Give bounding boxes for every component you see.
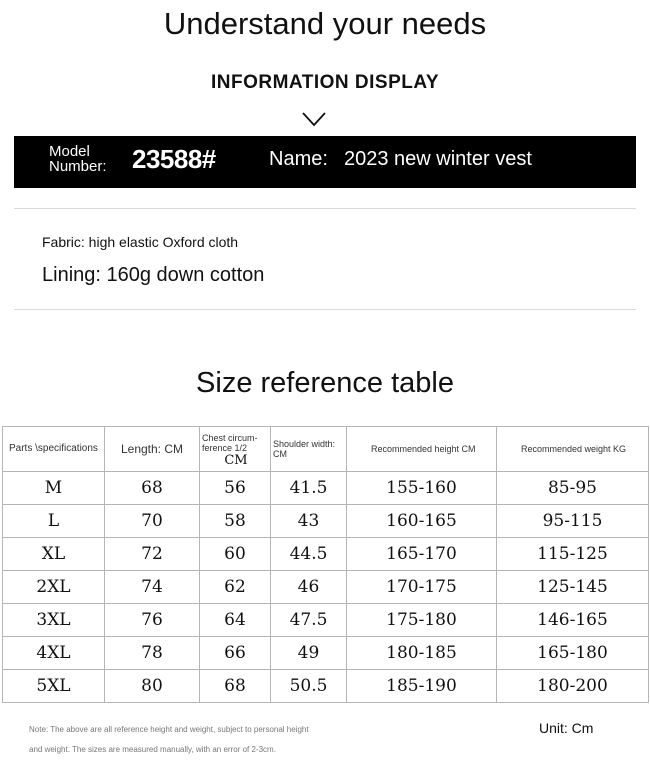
cell-size: 5XL	[3, 670, 105, 703]
cell-weight: 165-180	[497, 637, 649, 670]
header-shoulder: Shoulder width: CM	[271, 427, 347, 472]
cell-length: 72	[105, 538, 200, 571]
cell-height: 155-160	[347, 472, 497, 505]
footnote-line-2: and weight. The sizes are measured manually, with an error of 2-3cm.	[29, 745, 276, 754]
table-row	[3, 571, 649, 604]
cell-weight: 115-125	[497, 538, 649, 571]
cell-height: 165-170	[347, 538, 497, 571]
cell-height: 180-185	[347, 637, 497, 670]
cell-weight: 125-145	[497, 571, 649, 604]
cell-height: 170-175	[347, 571, 497, 604]
table-row	[3, 637, 649, 670]
table-row	[3, 604, 649, 637]
cell-shoulder: 49	[271, 637, 347, 670]
cell-shoulder: 43	[271, 505, 347, 538]
name-label: Name:	[269, 148, 328, 170]
divider	[14, 208, 636, 209]
cell-length: 76	[105, 604, 200, 637]
size-reference-table	[2, 426, 649, 703]
table-header-row	[3, 427, 649, 472]
model-label: Model Number:	[49, 143, 107, 175]
fabric-info: Fabric: high elastic Oxford cloth	[42, 234, 239, 250]
cell-chest: 58	[200, 505, 271, 538]
header-parts: Parts \specifications	[3, 427, 105, 472]
cell-size: L	[3, 505, 105, 538]
table-row	[3, 472, 649, 505]
cell-chest: 56	[200, 472, 271, 505]
cell-size: 2XL	[3, 571, 105, 604]
cell-height: 160-165	[347, 505, 497, 538]
cell-weight: 85-95	[497, 472, 649, 505]
cell-weight: 180-200	[497, 670, 649, 703]
header-chest: Chest circum- ference 1/2 CM	[200, 427, 271, 472]
cell-size: 3XL	[3, 604, 105, 637]
table-row	[3, 670, 649, 703]
cell-shoulder: 41.5	[271, 472, 347, 505]
header-height: Recommended height CM	[347, 427, 497, 472]
cell-size: XL	[3, 538, 105, 571]
cell-length: 80	[105, 670, 200, 703]
cell-shoulder: 44.5	[271, 538, 347, 571]
chevron-down-icon	[300, 109, 328, 129]
unit-label: Unit: Cm	[539, 720, 594, 736]
footnote-line-1: Note: The above are all reference height and weight, subject to personal height	[29, 725, 309, 734]
cell-shoulder: 50.5	[271, 670, 347, 703]
cell-length: 68	[105, 472, 200, 505]
table-row	[3, 505, 649, 538]
cell-length: 78	[105, 637, 200, 670]
cell-chest: 68	[200, 670, 271, 703]
table-row	[3, 538, 649, 571]
cell-length: 74	[105, 571, 200, 604]
cell-weight: 146-165	[497, 604, 649, 637]
cell-shoulder: 46	[271, 571, 347, 604]
header-weight: Recommended weight KG	[497, 427, 649, 472]
cell-chest: 60	[200, 538, 271, 571]
cell-weight: 95-115	[497, 505, 649, 538]
header-length: Length: CM	[105, 427, 200, 472]
product-info-bar	[14, 136, 636, 188]
section-subtitle: INFORMATION DISPLAY	[210, 72, 439, 93]
cell-length: 70	[105, 505, 200, 538]
lining-info: Lining: 160g down cotton	[42, 264, 265, 286]
cell-shoulder: 47.5	[271, 604, 347, 637]
size-table-title: Size reference table	[196, 367, 454, 399]
model-number: 23588#	[132, 144, 216, 174]
cell-chest: 64	[200, 604, 271, 637]
cell-size: M	[3, 472, 105, 505]
cell-size: 4XL	[3, 637, 105, 670]
cell-chest: 62	[200, 571, 271, 604]
cell-height: 185-190	[347, 670, 497, 703]
cell-height: 175-180	[347, 604, 497, 637]
cell-chest: 66	[200, 637, 271, 670]
page-title: Understand your needs	[163, 6, 487, 41]
product-name: 2023 new winter vest	[344, 148, 532, 170]
divider	[14, 309, 636, 310]
